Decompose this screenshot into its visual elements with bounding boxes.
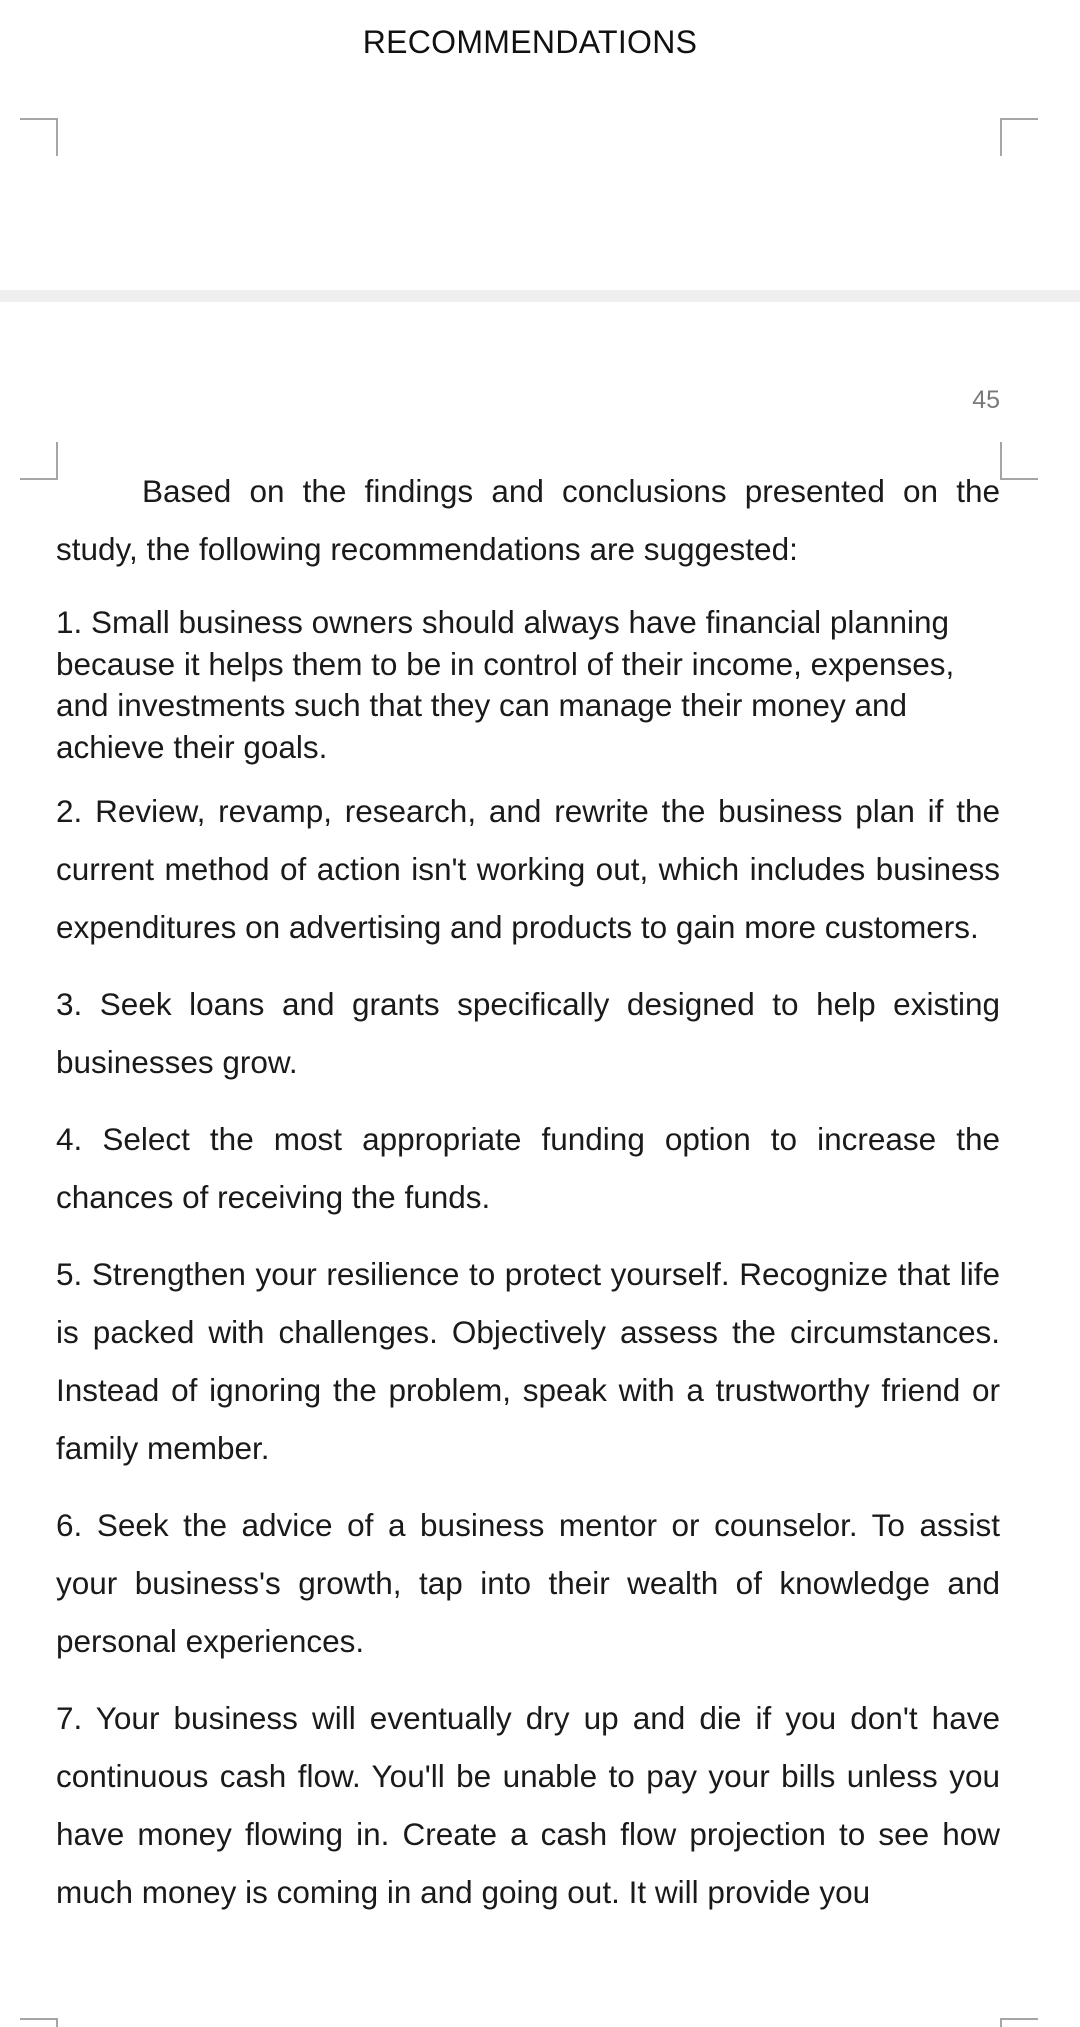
previous-page [0,0,1080,290]
margin-corner-mark [20,118,58,156]
recommendation-item: 4. Select the most appropriate funding option to increase the chances of receiving the funds. [56,1121,1000,1215]
margin-corner-mark [20,2018,58,2027]
margin-corner-mark [20,442,58,480]
page-heading: RECOMMENDATIONS [362,24,698,60]
document-body [56,462,1000,1940]
recommendation-item: 1. Small business owners should always have financial planning because it helps them to be in control of their income, expenses, and investments such that they can manage their money and achieve their goals. [56,604,955,765]
recommendation-item: 6. Seek the advice of a business mentor or counselor. To assist your business's growth, tap into their wealth of knowledge and personal experiences. [56,1507,1000,1659]
margin-corner-mark [1000,2018,1038,2027]
recommendation-item: 3. Seek loans and grants specifically designed to help existing businesses grow. [56,986,1000,1080]
recommendation-item: 5. Strengthen your resilience to protect yourself. Recognize that life is packed with challenges. Objectively assess the circumstances. Instead of ignoring the problem, speak with a trustworthy friend or family member. [56,1256,1000,1466]
page-number: 45 [972,386,1000,414]
recommendation-item: 7. Your business will eventually dry up and die if you don't have continuous cash flow. You'll be unable to pay your bills unless you have money flowing in. Create a cash flow projection to see how much money is coming in and going out. It will provide you [56,1700,1000,1910]
recommendation-item: 2. Review, revamp, research, and rewrite the business plan if the current method of action isn't working out, which includes business expenditures on advertising and products to gain more customers. [56,793,1000,945]
margin-corner-mark [1000,118,1038,156]
intro-paragraph: Based on the findings and conclusions presented on the study, the following recommendations are suggested: [56,473,1000,567]
page-separator [0,290,1080,302]
current-page[interactable] [0,302,1080,2027]
margin-corner-mark [1000,442,1038,480]
